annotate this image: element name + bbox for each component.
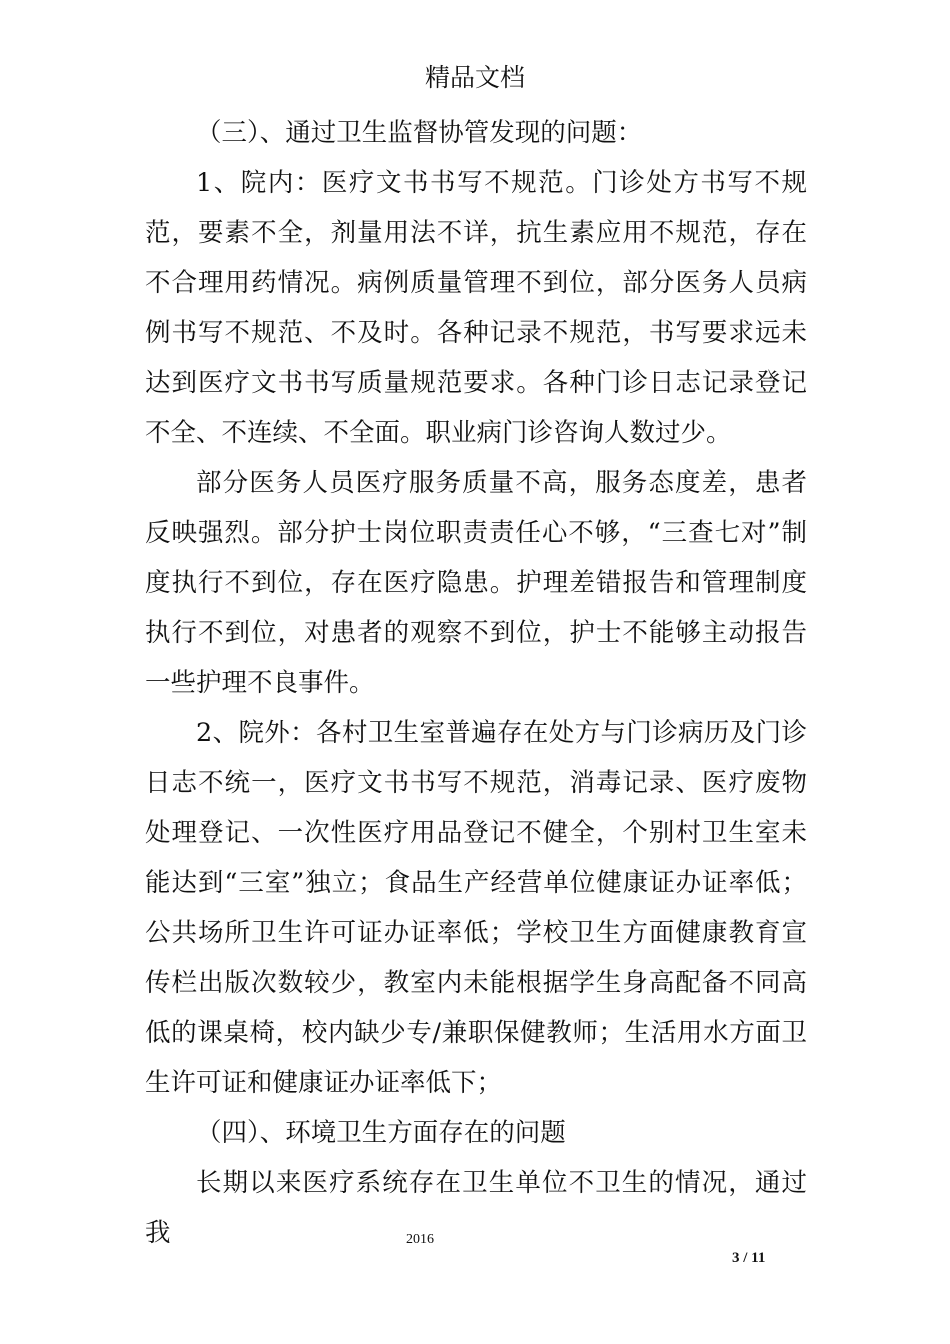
paragraph-inside-hospital: 1、院内：医疗文书书写不规范。门诊处方书写不规范，要素不全，剂量用法不详，抗生素应用不规范，存在不合理用药情况。病例质量管理不到位，部分医务人员病例书写不规范、不及时。各种记录不规范，书写要求远未达到医疗文书书写质量规范要求。各种门诊日志记录登记不全、不连续、不全面。职业病门诊咨询人数过少。	[145, 168, 807, 448]
section-heading-4: （四）、环境卫生方面存在的问题	[196, 1118, 566, 1148]
page-number: 3 / 11	[732, 1250, 766, 1266]
document-header: 精品文档	[424, 63, 525, 92]
footer-year: 2016	[406, 1232, 434, 1247]
paragraph-environment: 长期以来医疗系统存在卫生单位不卫生的情况，通过我	[145, 1168, 807, 1248]
section-heading-3: （三）、通过卫生监督协管发现的问题：	[196, 118, 643, 148]
document-body	[145, 108, 807, 1258]
paragraph-service-quality: 部分医务人员医疗服务质量不高，服务态度差，患者反映强烈。部分护士岗位职责责任心不够，“三查七对”制度执行不到位，存在医疗隐患。护理差错报告和管理制度执行不到位，对患者的观察不到位，护士不能够主动报告一些护理不良事件。	[145, 468, 807, 698]
paragraph-outside-hospital: 2、院外：各村卫生室普遍存在处方与门诊病历及门诊日志不统一，医疗文书书写不规范，消毒记录、医疗废物处理登记、一次性医疗用品登记不健全，个别村卫生室未能达到“三室”独立；食品生产经营单位健康证办证率低；公共场所卫生许可证办证率低；学校卫生方面健康教育宣传栏出版次数较少，教室内未能根据学生身高配备不同高低的课桌椅，校内缺少专/兼职保健教师；生活用水方面卫生许可证和健康证办证率低下；	[145, 718, 807, 1098]
